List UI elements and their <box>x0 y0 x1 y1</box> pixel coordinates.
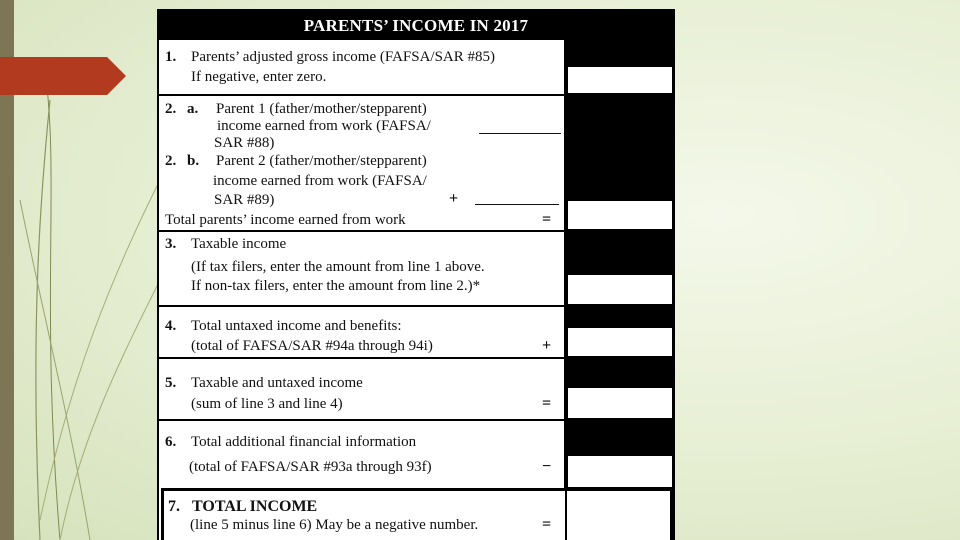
line2a-blank[interactable] <box>479 133 561 134</box>
minus-sign: − <box>542 458 552 475</box>
line4-number: 4. <box>165 318 177 334</box>
answer-column <box>564 40 675 488</box>
line5-number: 5. <box>165 375 177 391</box>
line6-text: (total of FAFSA/SAR #93a through 93f) <box>189 459 432 475</box>
form-header: PARENTS’ INCOME IN 2017 <box>159 9 673 40</box>
line4-text: Total untaxed income and benefits: <box>191 318 402 334</box>
line2b-text: SAR #89) <box>214 192 275 208</box>
plus-sign: + <box>542 337 552 354</box>
line3-text: Taxable income <box>191 236 287 252</box>
line6-text: Total additional financial information <box>191 434 417 450</box>
line2a-text: Parent 1 (father/mother/stepparent) <box>216 101 427 117</box>
line5-text: Taxable and untaxed income <box>191 375 363 391</box>
line5-answer-box[interactable] <box>567 387 673 419</box>
line3-text: (If tax filers, enter the amount from line 1 above. <box>191 259 485 275</box>
line7-title: TOTAL INCOME <box>192 498 318 515</box>
separator <box>159 305 564 307</box>
line5-text: (sum of line 3 and line 4) <box>191 396 343 412</box>
line7-number: 7. <box>168 498 180 515</box>
total-parents-answer-box[interactable] <box>567 200 673 230</box>
line2b-blank[interactable] <box>475 204 559 205</box>
line1-answer-box[interactable] <box>567 66 673 94</box>
separator <box>159 230 564 232</box>
line3-answer-box[interactable] <box>567 274 673 305</box>
line1-number: 1. <box>165 49 177 65</box>
line6-answer-box[interactable] <box>567 455 673 488</box>
line2a-letter: a. <box>187 101 199 117</box>
equals-sign: = <box>542 516 552 533</box>
equals-sign: = <box>542 395 552 412</box>
line2a-number: 2. <box>165 101 177 117</box>
line2b-letter: b. <box>187 153 200 169</box>
line4-text: (total of FAFSA/SAR #94a through 94i) <box>191 338 433 354</box>
line3-number: 3. <box>165 236 177 252</box>
line6-number: 6. <box>165 434 177 450</box>
equals-sign: = <box>542 211 552 228</box>
separator <box>159 419 564 421</box>
line2a-text: SAR #88) <box>214 135 275 151</box>
total-parents-text: Total parents’ income earned from work <box>165 212 406 228</box>
line1-text: Parents’ adjusted gross income (FAFSA/SAR #85) <box>191 49 496 65</box>
line4-answer-box[interactable] <box>567 327 673 357</box>
line3-text: If non-tax filers, enter the amount from line 2.)* <box>191 278 481 294</box>
line2b-text: income earned from work (FAFSA/ <box>213 173 427 189</box>
line7-text: (line 5 minus line 6) May be a negative number. <box>190 517 479 533</box>
line2b-number: 2. <box>165 153 177 169</box>
line2b-text: Parent 2 (father/mother/stepparent) <box>216 153 427 169</box>
line1-text: If negative, enter zero. <box>191 69 327 85</box>
income-form <box>157 9 675 540</box>
separator <box>159 357 564 359</box>
line2a-text: income earned from work (FAFSA/ <box>217 118 431 134</box>
plus-sign: + <box>449 190 459 207</box>
bullet-arrow <box>0 57 126 95</box>
separator <box>159 94 564 96</box>
